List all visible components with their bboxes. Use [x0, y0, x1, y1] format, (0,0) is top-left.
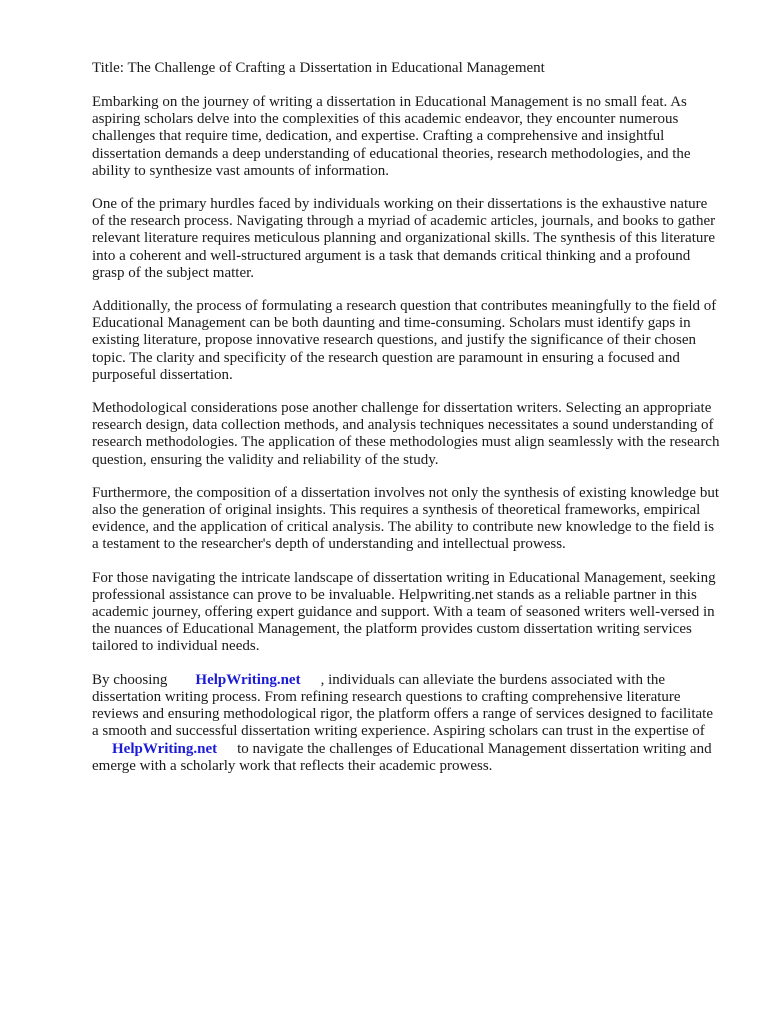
paragraph-intro: Embarking on the journey of writing a dissertation in Educational Management is no small feat. As aspiring scholars delve into the complexities of this academic endeavor, they encounter numerous challenges that require time, dedication, and expertise. Crafting a comprehensive and insightful dissertation demands a deep understanding of educational theories, research methodologies, and the ability to synthesize vast amounts of information.	[92, 94, 691, 179]
paragraph-research-question: Additionally, the process of formulating a research question that contributes meaningfully to the field of Educational Management can be both daunting and time-consuming. Scholars must identify gaps in existing literature, propose innovative research questions, and justify the significance of their chosen topic. The clarity and specificity of the research question are paramount in ensuring a focused and purposeful dissertation.	[92, 298, 717, 383]
helpwriting-link-2[interactable]: HelpWriting.net	[112, 740, 218, 757]
helpwriting-link-1[interactable]: HelpWriting.net	[195, 671, 301, 688]
document-title: Title: The Challenge of Crafting a Dissertation in Educational Management	[92, 60, 545, 76]
paragraph-composition: Furthermore, the composition of a dissertation involves not only the synthesis of existing knowledge but also the generation of original insights. This requires a synthesis of theoretical frameworks, empirical evidence, and the application of critical analysis. The ability to contribute new knowledge to the field is a testament to the researcher's depth of understanding and intellectual prowess.	[92, 484, 719, 553]
final-text-3: to navigate the challenges of Educational Management dissertation writing and emerge with a scholarly work that reflects their academic prowess.	[92, 740, 712, 774]
paragraph-final	[92, 672, 722, 775]
paragraph-research-process: One of the primary hurdles faced by individuals working on their dissertations is the exhaustive nature of the research process. Navigating through a myriad of academic articles, journals, and books to gather relevant literature requires meticulous planning and organizational skills. The synthesis of this literature into a coherent and well-structured argument is a task that demands critical thinking and a profound grasp of the subject matter.	[92, 196, 716, 281]
final-text-2: , individuals can alleviate the burdens associated with the dissertation writing process. From refining research questions to crafting comprehensive literature reviews and ensuring methodological rigor, the platform offers a range of services designed to facilitate a smooth and successful dissertation writing experience. Aspiring scholars can trust in the expertise of	[92, 671, 713, 740]
paragraph-assistance: For those navigating the intricate landscape of dissertation writing in Educational Management, seeking professional assistance can prove to be invaluable. Helpwriting.net stands as a reliable partner in this academic journey, offering expert guidance and support. With a team of seasoned writers well-versed in the nuances of Educational Management, the platform provides custom dissertation writing services tailored to individual needs.	[92, 569, 716, 655]
final-text-1: By choosing	[92, 671, 168, 688]
paragraph-methodology: Methodological considerations pose another challenge for dissertation writers. Selecting an appropriate research design, data collection methods, and analysis techniques necessitates a sound understanding of research methodologies. The application of these methodologies must align seamlessly with the research question, ensuring the validity and reliability of the study.	[92, 400, 720, 468]
